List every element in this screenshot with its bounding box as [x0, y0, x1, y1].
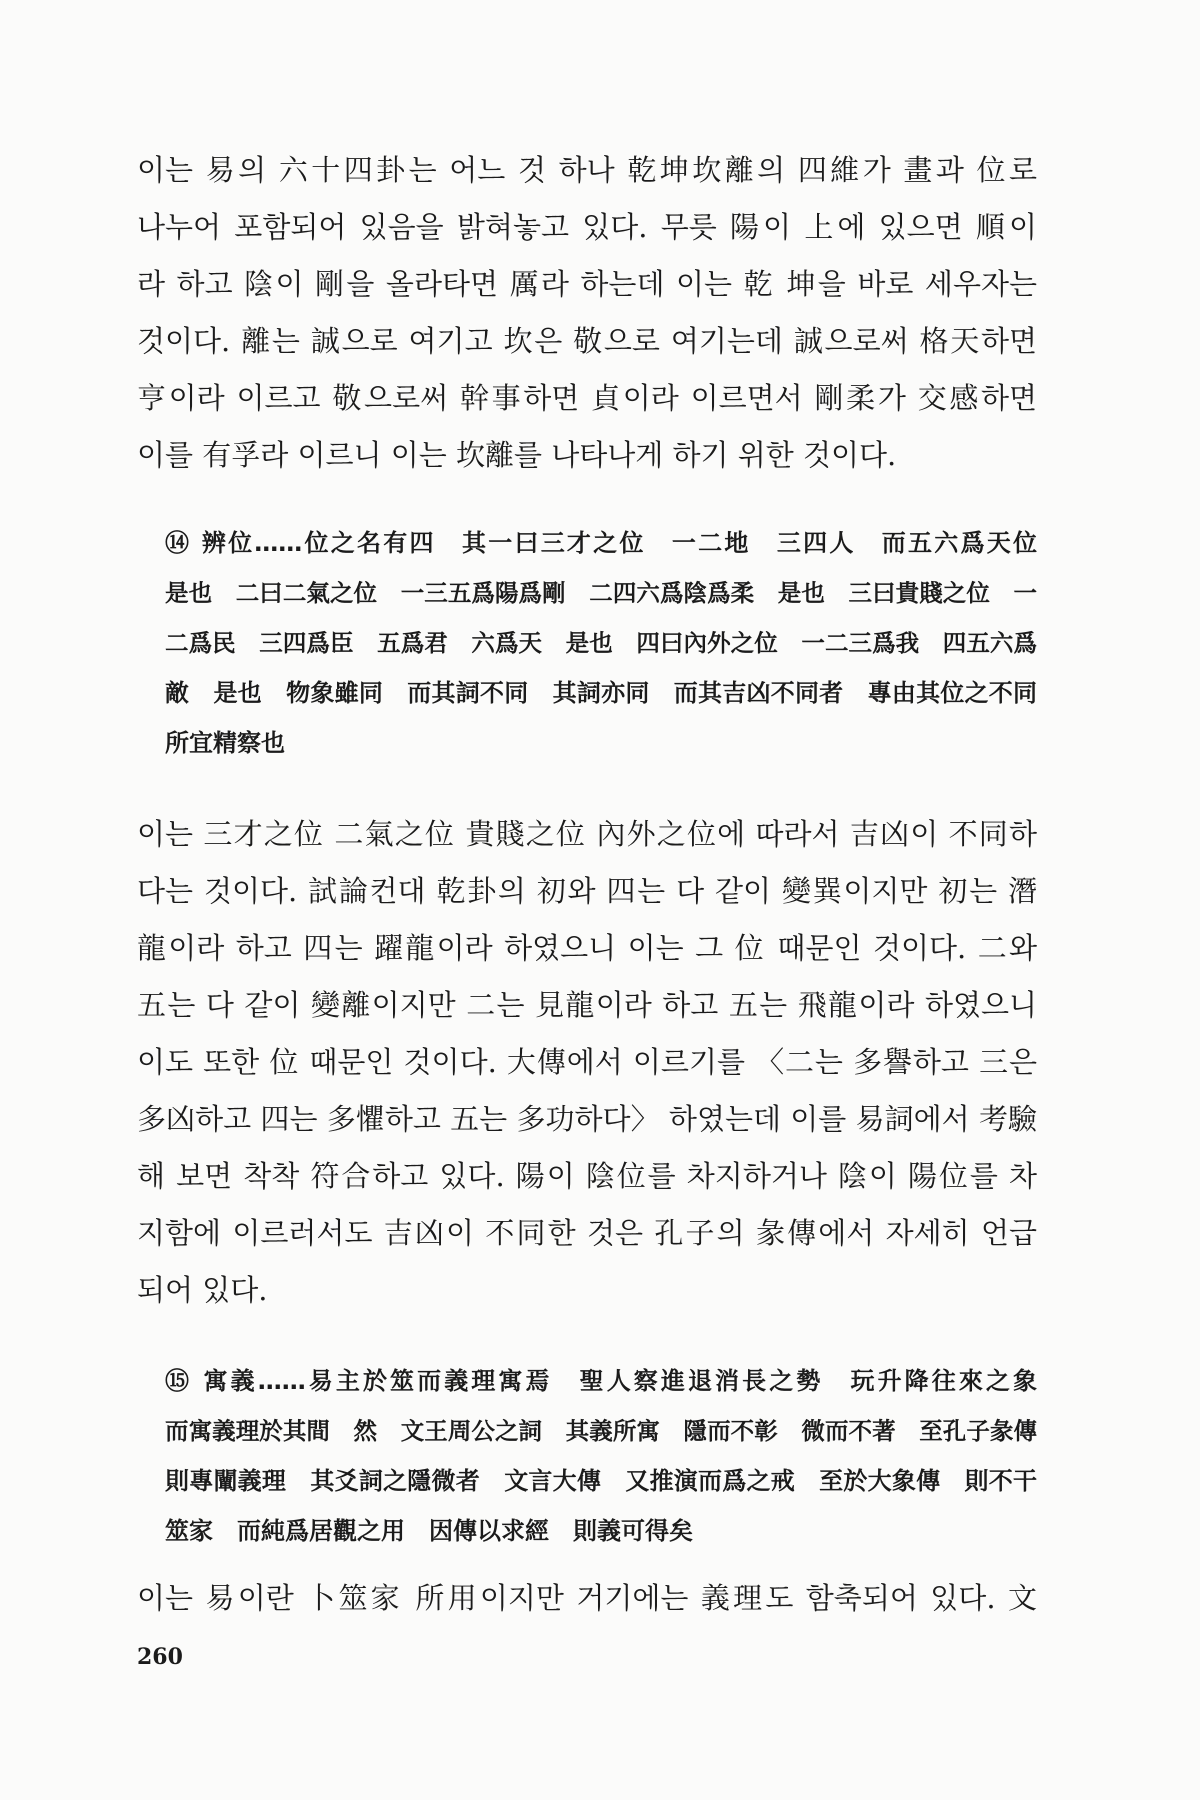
- note-line: ⑭ 辨位……位之名有四 其一曰三才之位 一二地 三四人 而五六爲天位: [165, 529, 1037, 557]
- body-line: 이는 易의 六十四卦는 어느 것 하나 乾坤坎離의 四維가 畫과 位로: [137, 153, 1037, 187]
- body-line: 되어 있다.: [137, 1273, 268, 1307]
- body-line: 이도 또한 位 때문인 것이다. 大傳에서 이르기를 〈二는 多譽하고 三은: [137, 1045, 1037, 1079]
- body-line: 지함에 이르러서도 吉凶이 不同한 것은 孔子의 彖傳에서 자세히 언급: [137, 1216, 1037, 1250]
- note-line: 敵 是也 物象雖同 而其詞不同 其詞亦同 而其吉凶不同者 專由其位之不同: [165, 679, 1037, 707]
- body-line: 것이다. 離는 誠으로 여기고 坎은 敬으로 여기는데 誠으로써 格天하면: [137, 324, 1037, 358]
- note-line: 二爲民 三四爲臣 五爲君 六爲天 是也 四曰內外之位 一二三爲我 四五六爲: [165, 629, 1037, 657]
- note-line: 則專闡義理 其爻詞之隱微者 文言大傳 又推演而爲之戒 至於大象傳 則不干: [165, 1467, 1037, 1495]
- page-number: 260: [137, 1644, 183, 1670]
- note-line: 所宜精察也: [165, 729, 285, 757]
- body-line: 이는 易이란 卜筮家 所用이지만 거기에는 義理도 함축되어 있다. 文: [137, 1581, 1037, 1615]
- body-line: 五는 다 같이 變離이지만 二는 見龍이라 하고 五는 飛龍이라 하였으니: [137, 988, 1037, 1022]
- note-line: ⑮ 寓義……易主於筮而義理寓焉 聖人察進退消長之勢 玩升降往來之象: [165, 1367, 1037, 1395]
- body-line: 이는 三才之位 二氣之位 貴賤之位 內外之位에 따라서 吉凶이 不同하: [137, 817, 1037, 851]
- body-line: 라 하고 陰이 剛을 올라타면 厲라 하는데 이는 乾 坤을 바로 세우자는: [137, 267, 1037, 301]
- body-line: 나누어 포함되어 있음을 밝혀놓고 있다. 무릇 陽이 上에 있으면 順이: [137, 210, 1037, 244]
- note-line: 筮家 而純爲居觀之用 因傳以求經 則義可得矣: [165, 1517, 693, 1545]
- note-line: 而寓義理於其間 然 文王周公之詞 其義所寓 隱而不彰 微而不著 至孔子彖傳: [165, 1417, 1037, 1445]
- body-line: 亨이라 이르고 敬으로써 幹事하면 貞이라 이르면서 剛柔가 交感하면: [137, 381, 1037, 415]
- body-line: 해 보면 착착 符合하고 있다. 陽이 陰位를 차지하거나 陰이 陽位를 차: [137, 1159, 1037, 1193]
- body-line: 다는 것이다. 試論컨대 乾卦의 初와 四는 다 같이 變巽이지만 初는 潛: [137, 874, 1037, 908]
- body-line: 多凶하고 四는 多懼하고 五는 多功하다〉 하였는데 이를 易詞에서 考驗: [137, 1102, 1037, 1136]
- note-line: 是也 二曰二氣之位 一三五爲陽爲剛 二四六爲陰爲柔 是也 三曰貴賤之位 一: [165, 579, 1037, 607]
- body-line: 龍이라 하고 四는 躍龍이라 하였으니 이는 그 位 때문인 것이다. 二와: [137, 931, 1037, 965]
- body-line: 이를 有孚라 이르니 이는 坎離를 나타나게 하기 위한 것이다.: [137, 438, 897, 472]
